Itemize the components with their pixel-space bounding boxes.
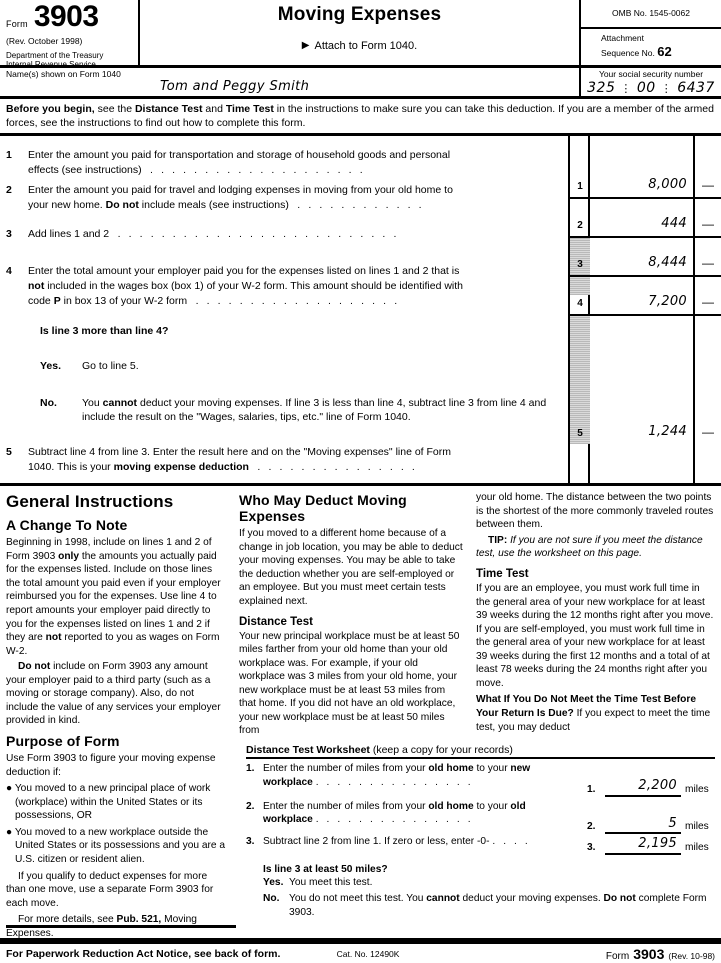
worksheet-row-2 <box>246 800 715 835</box>
footer-form-identity <box>606 946 715 962</box>
worksheet-row-2-value: 5 <box>605 815 681 835</box>
taxpayer-row <box>0 68 721 99</box>
form-number: 3903 <box>33 0 99 33</box>
row-rule-2 <box>570 236 721 238</box>
change-to-note-heading: A Change To Note <box>6 517 128 534</box>
leader-dots: . . . . . . . . . . . . . . . <box>315 814 474 826</box>
answer-yes-row <box>0 359 568 374</box>
purpose-paragraph-1: Use Form 3903 to figure your moving expense deduction if: <box>6 753 216 778</box>
attach-instruction <box>140 40 579 52</box>
worksheet-answer-no-text: You do not meet this test. You cannot deduct your moving expenses. Do not complete Form 3903. <box>289 893 707 919</box>
answer-no-text: You cannot deduct your moving expenses. If line 3 is less than line 4, subtract line 3 from line 4 and include the result on the "Wages, salaries, tips, etc." line of Form 1040. <box>82 396 547 424</box>
ssn-part-3: 6437 <box>677 80 715 96</box>
change-to-note-paragraph-1: Beginning in 1998, include on lines 1 and 2 of Form 3903 only the amounts you actually paid for the expenses listed. Include on those lines the total amount you paid even if your employer reimbursed you for the expenses. Use line 4 to report amounts your employer paid directly to you for the expenses listed on lines 1 and 2 if they are not reported to you as wages on Form W-2. <box>6 537 221 657</box>
amount-value-5: 1,244 <box>648 424 687 440</box>
worksheet-row-2-unit: miles <box>685 821 709 833</box>
amount-row-number-1: 1 <box>577 181 583 193</box>
purpose-paragraph-3: For more details, see Pub. 521, Moving Expenses. <box>6 914 197 939</box>
form-revision: (Rev. October 1998) <box>6 35 83 46</box>
line-2-row <box>0 183 568 213</box>
worksheet-answer-yes-key: Yes. <box>263 876 284 888</box>
worksheet-row-3-ref: 3. <box>587 841 596 853</box>
form-lines-section <box>0 136 721 486</box>
omb-number: OMB No. 1545-0062 <box>581 0 721 29</box>
amount-value-3: 8,444 <box>648 255 687 271</box>
line-2-text: Enter the amount you paid for travel and lodging expenses in moving from your old home to your new home. Do not include meals (see instructions) . . . . . . . . . . . . <box>28 184 453 212</box>
instructions-column-left <box>0 486 236 940</box>
bullet-icon: ● <box>6 783 13 795</box>
cents-dash-1: — <box>702 178 714 193</box>
purpose-bullet-1-text: You moved to a new principal place of work (workplace) within the United States or its possessions, OR <box>14 783 211 822</box>
name-field-label: Name(s) shown on Form 1040 <box>6 69 121 79</box>
worksheet-answer-yes <box>246 876 715 890</box>
before-you-begin-notice: Before you begin, see the Distance Test and Time Test in the instructions to make sure you can take this deduction. If you are a member of the armed forces, see the instructions to find out how to complete this form. <box>0 99 721 136</box>
triangle-right-icon: ▶ <box>301 40 310 51</box>
line-3-number: 3 <box>6 227 12 240</box>
leader-dots: . . . . . . . . . . . . . . . . . . . . . . . . . . <box>112 227 399 240</box>
line-3-text-a: Add lines 1 and 2 <box>28 227 110 240</box>
worksheet-row-3-unit: miles <box>685 841 709 853</box>
worksheet-row-3-value: 2,195 <box>605 835 681 855</box>
ssn-field-cell[interactable] <box>581 68 721 96</box>
who-may-deduct-heading <box>239 492 463 524</box>
worksheet-title-bold: Distance Test Worksheet <box>246 744 370 756</box>
time-test-bold-question: What If You Do Not Meet the Time Test Before Your Return Is Due? <box>476 694 696 719</box>
purpose-bullet-1 <box>6 782 226 823</box>
omb-block <box>581 0 721 65</box>
line-2-text-a: Enter the amount you paid for travel and lodging expenses in moving from your old home to <box>28 184 453 197</box>
row-rule-1 <box>570 197 721 199</box>
line-5-text: Subtract line 4 from line 3. Enter the result here and on the "Moving expenses" line of Form 1040. This is your moving expense deduction . . . . . . . . . . . . . . . <box>28 446 452 474</box>
worksheet-row-3-text <box>263 835 587 855</box>
worksheet-row-1-ref: 1. <box>587 783 596 795</box>
worksheet-row-3-value-cell[interactable] <box>587 835 715 855</box>
line-3-row <box>0 227 568 242</box>
worksheet-row-1 <box>246 762 715 797</box>
ssn-field-value <box>581 80 721 96</box>
distance-test-paragraph-part-2: your old home. The distance between the two points is the shortest of the more commonly traveled routes between them. <box>476 492 714 531</box>
department-line-1: Department of the Treasury <box>6 50 104 60</box>
worksheet-row-1-text: Enter the number of miles from your old home to your new workplace . . . . . . . . . . . . . . . <box>263 763 531 788</box>
paperwork-notice: For Paperwork Reduction Act Notice, see back of form. <box>6 947 281 960</box>
line-1-number: 1 <box>6 149 12 162</box>
attachment-label: Attachment <box>601 33 644 43</box>
worksheet-row-1-value-cell[interactable] <box>587 762 715 797</box>
line-4-text-a: Enter the total amount your employer paid you for the expenses listed on lines 1 and 2 that is <box>28 264 460 277</box>
cents-dash-3: — <box>702 256 714 271</box>
line-5-row <box>0 445 568 475</box>
page-footer <box>0 941 721 963</box>
general-instructions-heading: General Instructions <box>6 492 174 512</box>
footer-form-number: 3903 <box>633 945 665 962</box>
time-test-continuation: If you expect to meet the time test, you may deduct <box>476 708 711 733</box>
worksheet-title-rest: (keep a copy for your records) <box>372 744 513 756</box>
line-3-text <box>28 227 568 242</box>
worksheet-row-2-value-cell[interactable] <box>587 800 715 835</box>
form-title-block <box>140 0 581 65</box>
leader-dots: . . . . <box>492 836 531 848</box>
line-1-text-b: effects (see instructions) <box>28 164 142 177</box>
amount-row-number-2: 2 <box>577 220 583 232</box>
worksheet-row-3-number: 3. <box>246 836 255 848</box>
distance-test-tip <box>476 534 715 561</box>
line-1-row <box>0 148 568 178</box>
form-identity-block <box>0 0 140 69</box>
sequence-no-label: Sequence No. <box>601 47 655 58</box>
line-4-row <box>0 264 568 309</box>
form-header <box>0 0 721 68</box>
amount-row-number-5: 5 <box>577 428 583 440</box>
purpose-bullet-2 <box>6 826 226 867</box>
distance-test-paragraph-part-1: Your new principal workplace must be at least 50 miles farther from your old home than your old workplace was. For example, if your old workplace was 3 miles from your old home, your new workplace must be at least 53 miles from that home. If you did not have an old workplace, your new workplace must be at least 50 miles from <box>239 630 460 737</box>
line-4-number: 4 <box>6 264 12 277</box>
amount-value-2: 444 <box>661 216 687 232</box>
cents-dash-2: — <box>702 217 714 232</box>
bullet-icon: ● <box>6 826 13 838</box>
line-1-text <box>28 148 568 178</box>
time-test-paragraph-1: If you are an employee, you must work full time in the general area of your new workplace for at least 39 weeks during the 12 months right after you move. If you are self-employed, you must work full time in the general area of your new workplace for at least 39 weeks during the first 12 months and a total of at least 78 weeks during the 24 months right after you move. <box>476 582 714 689</box>
name-field-value: Tom and Peggy Smith <box>160 79 310 94</box>
row-rule-4 <box>570 314 721 316</box>
leader-dots: . . . . . . . . . . . . <box>291 199 425 212</box>
worksheet-row-2-text: Enter the number of miles from your old home to your old workplace . . . . . . . . . . . . . . . <box>263 800 526 826</box>
form-lines-text-column <box>0 136 568 483</box>
shaded-cell-between-4-and-5 <box>570 314 590 444</box>
row-rule-3 <box>570 275 721 277</box>
attachment-sequence-block <box>581 29 721 60</box>
cents-dash-4: — <box>702 295 714 310</box>
change-to-note-paragraph-2: Do not include on Form 3903 any amount your employer paid to a third party (such as a moving or storage company). Also, do not include the value of any services your employer provided in kind. <box>6 661 221 727</box>
worksheet-row-1-unit: miles <box>685 783 709 795</box>
line-4-question: Is line 3 more than line 4? <box>40 324 169 337</box>
amount-value-4: 7,200 <box>648 294 687 310</box>
worksheet-answer-no-key: No. <box>263 893 280 905</box>
time-test-heading: Time Test <box>476 567 529 580</box>
line-2-number: 2 <box>6 184 12 197</box>
footer-form-revision: (Rev. 10-98) <box>668 950 715 961</box>
worksheet-answer-yes-text: You meet this test. <box>289 876 373 888</box>
leader-dots: . . . . . . . . . . . . . . . <box>251 461 418 474</box>
answer-no-key: No. <box>40 396 57 409</box>
who-may-deduct-heading-line-1: Who May Deduct Moving <box>239 492 407 509</box>
catalog-number: Cat. No. 12490K <box>336 948 400 959</box>
department-line-2: Internal Revenue Service <box>6 59 96 69</box>
left-column-bottom-rule <box>6 925 236 928</box>
worksheet-row-3 <box>246 835 715 855</box>
worksheet-row-2-ref: 2. <box>587 821 596 833</box>
line-1-text-a: Enter the amount you paid for transportation and storage of household goods and personal <box>28 149 451 162</box>
form-word-label: Form <box>6 18 28 29</box>
worksheet-row-1-number: 1. <box>246 763 255 774</box>
tip-label: TIP: <box>488 534 508 546</box>
worksheet-question: Is line 3 at least 50 miles? <box>263 863 388 875</box>
purpose-of-form-heading: Purpose of Form <box>6 733 120 749</box>
attachment-sequence-number: 62 <box>657 43 672 59</box>
amount-value-1: 8,000 <box>648 177 687 193</box>
ssn-field-label: Your social security number <box>598 69 704 79</box>
footer-form-word: Form <box>605 950 630 962</box>
time-test-paragraph-2 <box>476 693 715 734</box>
worksheet-row-3-text-a: Subtract line 2 from line 1. If zero or less, enter -0- <box>263 836 490 848</box>
leader-dots: . . . . . . . . . . . . . . . . . . . . <box>144 164 366 177</box>
worksheet-answer-no <box>246 892 715 920</box>
tip-text: If you are not sure if you meet the distance test, use the worksheet on this page. <box>476 534 703 560</box>
ssn-part-2: 00 <box>636 80 656 96</box>
answer-yes-text: Go to line 5. <box>82 359 139 372</box>
who-may-deduct-heading-line-2: Expenses <box>239 508 306 525</box>
leader-dots: . . . . . . . . . . . . . . . <box>315 776 474 788</box>
attach-instruction-label: Attach to Form 1040. <box>314 40 418 52</box>
cents-dash-5: — <box>702 425 714 440</box>
answer-no-row <box>0 396 568 426</box>
leader-dots: . . . . . . . . . . . . . . . . . . . <box>190 294 400 307</box>
line-4-text: Enter the total amount your employer paid you for the expenses listed on lines 1 and 2 that is not included in the wages box (box 1) of your W-2 form. This amount should be identified with code P in box 13 of your W-2 form . . . . . . . . . . . . . . . . . . . <box>28 264 463 307</box>
worksheet-title <box>246 744 715 759</box>
line-5-number: 5 <box>6 446 12 459</box>
purpose-bullet-2-text: You moved to a new workplace outside the United States or its possessions and you are a U.S. citizen or resident alien. <box>14 826 226 865</box>
amount-row-number-3: 3 <box>577 259 583 271</box>
distance-test-worksheet <box>246 744 715 920</box>
amount-columns <box>568 136 721 483</box>
worksheet-row-1-value: 2,200 <box>605 777 681 797</box>
name-field-cell[interactable] <box>0 68 581 96</box>
ssn-part-1: 325 <box>587 80 616 96</box>
line-5-text-a: Subtract line 4 from line 3. Enter the result here and on the "Moving expenses" line of Form <box>28 446 452 459</box>
distance-test-heading: Distance Test <box>239 615 313 628</box>
ssn-separator-1: ⋮ <box>620 81 632 95</box>
page-title: Moving Expenses <box>277 4 442 25</box>
department-block <box>6 51 134 69</box>
who-may-deduct-paragraph: If you moved to a different home because of a change in job location, you may be able to deduct your moving expenses. You may be able to take the deduction whether you are self-employed or an employee. But you must meet certain tests explained next. <box>239 528 463 607</box>
answer-yes-key: Yes. <box>40 359 62 372</box>
purpose-paragraph-2: If you qualify to deduct expenses for more than one move, use a separate Form 3903 for each move. <box>6 870 214 909</box>
worksheet-row-2-number: 2. <box>246 800 255 812</box>
amount-row-number-4: 4 <box>577 298 583 310</box>
ssn-separator-2: ⋮ <box>660 81 673 95</box>
